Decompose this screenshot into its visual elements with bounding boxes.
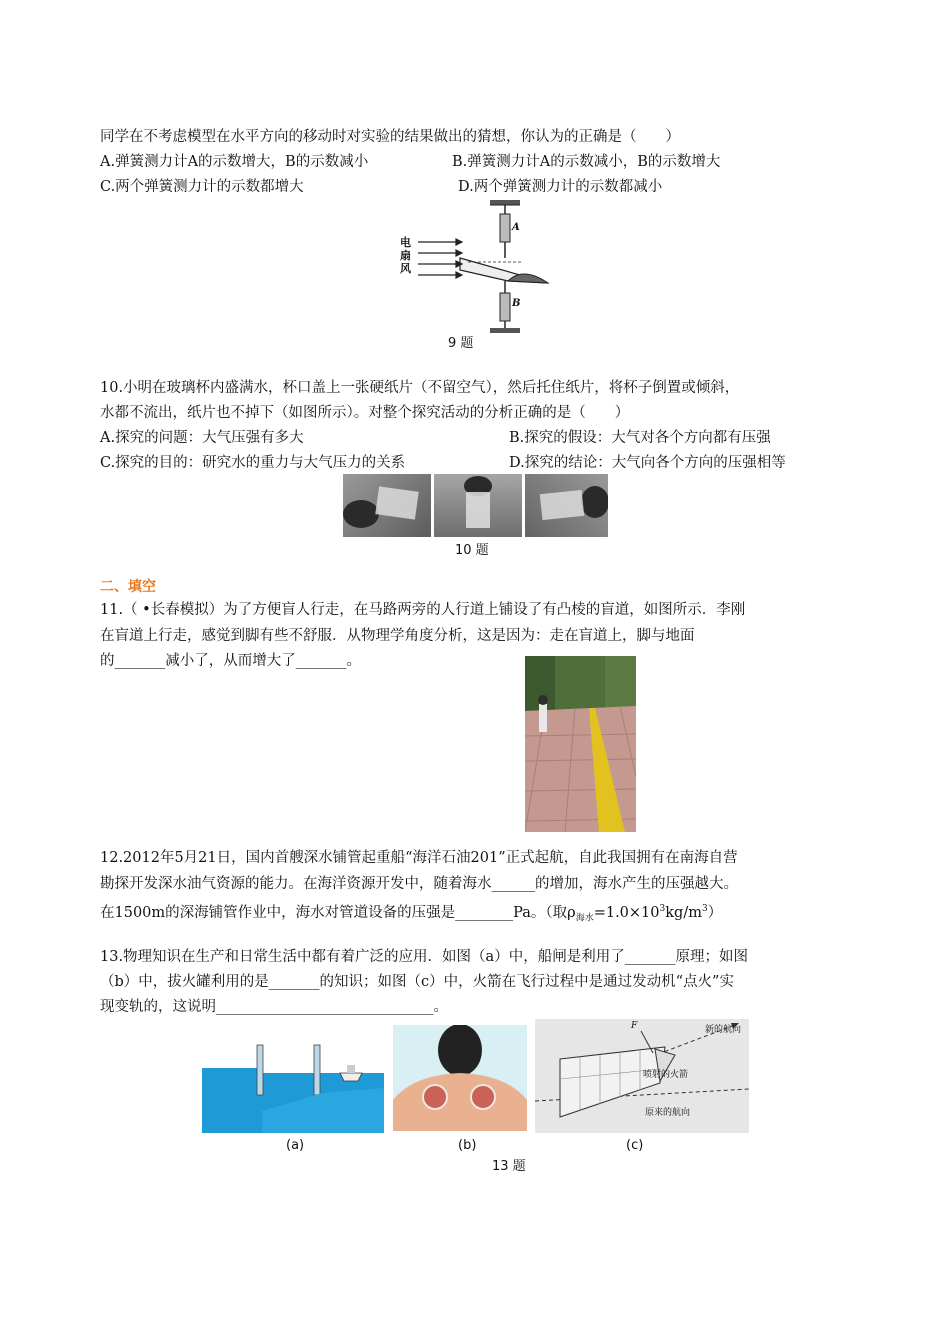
q10-option-b: B.探究的假设：大气对各个方向都有压强 — [509, 430, 771, 446]
q10-line-1: 10.小明在玻璃杯内盛满水，杯口盖上一张硬纸片（不留空气），然后托住纸片，将杯子倒置或倾斜， — [100, 380, 740, 396]
figure-10-photo-3 — [525, 474, 608, 537]
figure-13c-new-heading-label: 新的航向 — [705, 1025, 742, 1035]
figure-13b-label: (b) — [458, 1138, 477, 1153]
q9-option-d: D.两个弹簧测力计的示数都减小 — [458, 179, 663, 195]
figure-9-label-b: B — [512, 298, 521, 309]
figure-9-caption: 9 题 — [448, 336, 474, 351]
figure-11-tactile-paving-photo — [525, 656, 636, 832]
q9-option-c: C.两个弹簧测力计的示数都增大 — [100, 179, 304, 195]
q9-stem: 同学在不考虑模型在水平方向的移动时对实验的结果做出的猜想，你认为的正确是（ ） — [100, 129, 680, 145]
figure-9-fan-label: 电 扇 风 — [400, 236, 411, 275]
q13-line-3: 现变轨的，这说明______________________________。 — [100, 999, 448, 1015]
q11-line-1: 11.（ •长春模拟）为了方便盲人行走，在马路两旁的人行道上铺设了有凸棱的盲道，如图所示．李刚 — [100, 602, 746, 618]
q12-line-1: 12.2012年5月21日，国内首艘深水铺管起重船“海洋石油201”正式起航，自此我国拥有在南海自营 — [100, 850, 738, 866]
q9-option-b: B.弹簧测力计A的示数减小，B的示数增大 — [452, 154, 721, 170]
q9-option-a: A.弹簧测力计A的示数增大，B的示数减小 — [100, 154, 369, 170]
figure-13a-label: (a) — [286, 1138, 305, 1153]
figure-9-label-a: A — [512, 222, 520, 233]
q11-line-3: 的_______减小了，从而增大了_______。 — [100, 653, 361, 669]
figure-13a-ship-lock — [202, 1033, 384, 1133]
figure-13c-original-heading-label: 原来的航向 — [645, 1108, 691, 1118]
figure-13c-force-label: F — [631, 1021, 638, 1031]
figure-9-wing-model — [398, 198, 563, 338]
q10-option-d: D.探究的结论：大气向各个方向的压强相等 — [509, 455, 786, 471]
q10-option-c: C.探究的目的：研究水的重力与大气压力的关系 — [100, 455, 406, 471]
figure-13c-rocket-diagram — [535, 1019, 749, 1133]
q13-line-2: （b）中，拔火罐利用的是_______的知识；如图（c）中，火箭在飞行过程中是通过发动机“点火”实 — [100, 974, 734, 990]
figure-13c-fired-rocket-label: 喷射的火箭 — [643, 1070, 689, 1080]
figure-13c-label: (c) — [626, 1138, 644, 1153]
q10-option-a: A.探究的问题：大气压强有多大 — [100, 430, 304, 446]
q12-line-2: 勘探开发深水油气资源的能力。在海洋资源开发中，随着海水______的增加，海水产生的压强越大。 — [100, 876, 738, 892]
figure-10-photo-2 — [434, 474, 522, 537]
section-title-fill-in: 二、填空 — [100, 579, 156, 595]
q11-line-2: 在盲道上行走，感觉到脚有些不舒服．从物理学角度分析，这是因为：走在盲道上，脚与地面 — [100, 628, 695, 644]
figure-10-photo-1 — [343, 474, 431, 537]
q12-line-3: 在1500m的深海铺管作业中，海水对管道设备的压强是________Pa。（取$\rho_{海水}=1.0\times 10^3kg/m^3$） — [100, 904, 723, 924]
q10-line-2: 水都不流出，纸片也不掉下（如图所示）。对整个探究活动的分析正确的是（ ） — [100, 405, 630, 421]
q13-line-1: 13.物理知识在生产和日常生活中都有着广泛的应用．如图（a）中，船闸是利用了_______原理；如图 — [100, 949, 748, 965]
figure-13b-cupping-photo — [393, 1025, 527, 1131]
figure-10-caption: 10 题 — [455, 543, 489, 558]
figure-13-caption: 13 题 — [492, 1159, 526, 1174]
